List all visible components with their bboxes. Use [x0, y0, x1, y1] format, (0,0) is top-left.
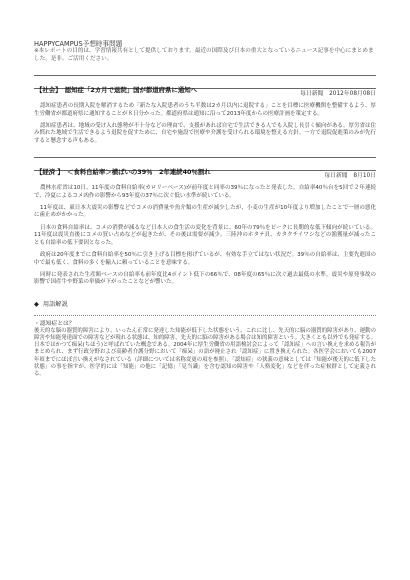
article-1-headline: 【社会】 認知症「2カ月で退院」国が都道府県に通知へ [36, 86, 198, 95]
glossary-term: ・認知症とは？ [34, 320, 75, 327]
article-2-paragraph: 農林水産省は10日、11年度の食料自給率(カロリーベース)が前年度と同率の39％になったと発表した。自給率40％台を5回で２年連続で、冷夏によるコメ凶作の影響から93年度の37％に次ぐ低い水準が続いている。 [34, 185, 376, 199]
article-2-paragraph: 同時に発表された生産額ベースの自給率も前年度比4ポイント低下の66％で、08年度の65％に次ぐ過去最低の水準。震災や原発事故の影響で国産牛や野菜の単価が下がったことなどが響いた。 [34, 271, 376, 286]
glossary-box [34, 315, 376, 378]
purpose-note: ※本レポートの目的は、学習情報共有として提供しております。最近の国際及び日本の重大となっているニュース記事を中心にまとめました。是非、ご活用ください。 [34, 48, 374, 62]
article-1-paragraph: 認知症患者の長期入院を解消するため「新たな入院患者のうち半数は2カ月以内に退院する」ことを目標に医療機関を整備するよう、厚生労働省が都道府県に通知することが８日分かった。都道府県は通知に沿って2013年度からの医療計画を策定する。 [34, 103, 376, 117]
diamond-bullet-icon: ◆ [34, 299, 39, 308]
glossary-heading-label: 用語解説 [42, 300, 68, 308]
article-1-paragraph: 認知症患者は、地域の受け入れ態勢が不十分などの理由で、支援があれば自宅で生活できる人でも入院し長引く傾向がある。厚労省は住み慣れた地域で生活できるよう退院を促すために、自宅や施設で医療や介護を受けられる環境を整える方針。一方で退院促進策のみが先行すると懸念する声もある。 [34, 123, 376, 144]
article-2-dateline: 毎日新聞 8月10日 [324, 173, 376, 180]
article-2-paragraph: 11年度は、東日本大震災の影響などでコメの消費量や魚介類の生産が減少したが、小麦の生産が10年度より増加したことで一層の悪化に歯止めがかかった。 [34, 205, 376, 219]
glossary-definition: 後天的な脳の器質的障害により、いったん正常に発達した知能が低下した状態をいう。これに比し、先天的に脳の器質的障害があり、運動の障害や知能発達面での障害などが現れる状態は、知的障害、先天的に脳の障害がある場合は知的障害という。大きくとも以外でも発症する。日本ではかつて痴呆(ちほう)と呼ばれていた概念である。2004年に厚生労働省の用語検討会によって「認知症」への言い換えを求める報告がまとめられ、まず行政分野および高齢者介護分野において「痴呆」の語が廃止され「認知症」に置き換えられた。各医学会においても2007年頃までにほぼ言い換えがなされている（詳細については名称変更の項を参照）。「認知症」の狭義の意味としては「知能が後天的に低下した状態」の事を指すが、医学的には「知能」の他に「記憶」「見当識」を含む認知の障害や「人格変化」などを伴った症候群として定義される。 [34, 327, 376, 377]
article-1-dateline: 毎日新聞 2012年08月08日 [300, 91, 376, 98]
glossary-heading [34, 300, 376, 309]
document-title: HAPPYCAMPUS予想時事問題 [34, 40, 123, 48]
article-2-paragraph: 日本の食料自給率は、コメの消費が減るなど日本人の食生活の変化を背景に、60年の79％をピークに長期的な低下傾向が続いている。11年度は震災直後にコメの買い占めなどが起きたが、その後は需要が減少。三陸沖のホタテ貝、カタクチイワシなどの漁獲量が減ったことも自給率の低下要因となった。 [34, 224, 376, 246]
article-2-headline: 【経済 】 ＜食料自給率＞横ばいの39％ 2年連続40％割れ [36, 168, 211, 177]
article-2-paragraph: 政府は20年度までに食料自給率を50％に引き上げる目標を掲げているが、有効な手立てはない状況だ。39％の自給率は、主要先進国の中で最も低く、食料の多くを輸入に頼っていることを意味する。 [34, 252, 376, 266]
